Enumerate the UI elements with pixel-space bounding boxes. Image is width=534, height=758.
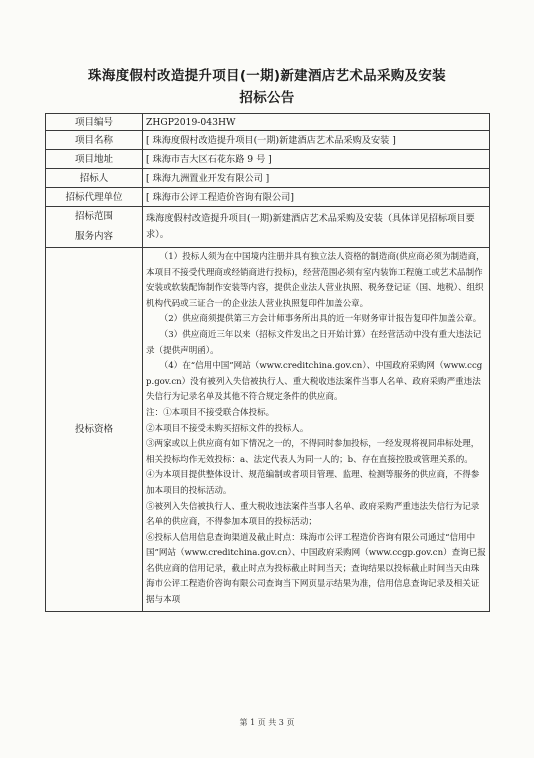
label-project-address: 项目地址 — [46, 150, 143, 169]
row-project-name — [46, 131, 490, 150]
document-title: 珠海度假村改造提升项目(一期)新建酒店艺术品采购及安装 — [88, 68, 446, 84]
qualification-note: 注：①本项目不接受联合体投标。 — [146, 407, 275, 418]
row-scope — [46, 207, 490, 248]
label-scope — [46, 207, 143, 248]
label-project-name: 项目名称 — [46, 131, 143, 150]
qualification-item: （3）供应商近三年以来（招标文件发出之日开始计算）在经营活动中没有重大违法记录（提供声明函）。 — [146, 329, 482, 356]
document-subtitle: 招标公告 — [239, 90, 295, 106]
label-scope-line2: 服务内容 — [74, 231, 113, 242]
qualification-note: ③两家或以上供应商有如下情况之一的，不得同时参加投标，一经发现将视同串标处理，相关投标均作无效投标：a、法定代表人为同一人的；b、存在直接控股或管理关系的。 — [146, 439, 480, 465]
label-tenderer: 招标人 — [46, 169, 143, 188]
qualification-item: （4）在“信用中国”网站（www.creditchina.gov.cn）、中国政府采购网（www.ccgp.gov.cn）没有被列入失信被执行人、重大税收违法案件当事人名单、政府采购严重违法失信行为记录名单及其他不符合规定条件的供应商。 — [146, 361, 483, 403]
value-project-name: [ 珠海度假村改造提升项目(一期)新建酒店艺术品采购及安装 ] — [143, 131, 490, 150]
qualification-item: （2）供应商须提供第三方会计师事务所出具的近一年财务审计报告复印件加盖公章。 — [159, 314, 482, 325]
value-tenderer: [ 珠海九洲置业开发有限公司 ] — [143, 169, 490, 188]
row-agency — [46, 188, 490, 207]
qualification-note: ⑥投标人信用信息查询渠道及截止时点：珠海市公评工程造价咨询有限公司通过“信用中国”网站（www.creditchina.gov.cn）、中国政府采购网（www.ccgp.gov.cn）查询已报名供应商的信用记录，截止时点为投标截止时间当天；查询结果以投标截止时间当天由珠海市公评工程造价咨询有限公司查询当下网页显示结果为准，信用信息查询记录及相关证据与本项 — [146, 532, 486, 606]
label-qualifications: 投标资格 — [46, 248, 143, 612]
announcement-table — [45, 113, 490, 612]
label-scope-line1: 招标范围 — [74, 211, 113, 222]
row-tenderer — [46, 169, 490, 188]
qualification-note: ②本项目不接受未购买招标文件的投标人。 — [146, 423, 309, 434]
qualification-note: ⑤被列入失信被执行人、重大税收违法案件当事人名单、政府采购严重违法失信行为记录名单的供应商，不得参加本项目的投标活动； — [146, 501, 480, 528]
value-scope: 珠海度假村改造提升项目(一期)新建酒店艺术品采购及安装（具体详见招标项目要求）。 — [143, 207, 490, 248]
row-project-address — [46, 150, 490, 169]
row-qualifications — [46, 248, 490, 612]
label-agency: 招标代理单位 — [46, 188, 143, 207]
value-project-address: [ 珠海市吉大区石花东路 9 号 ] — [143, 150, 490, 169]
row-project-code — [46, 114, 490, 131]
label-project-code: 项目编号 — [46, 114, 143, 131]
qualification-item: （1）投标人须为在中国境内注册并具有独立法人资格的制造商(供应商必须为制造商，本项目不接受代理商或经销商进行投标)，经营范围必须有室内装饰工程施工或艺术品制作安装或软装配饰制作安装等内容，提供企业法人营业执照、税务登记证（国、地税）、组织机构代码或三证合一的企业法人营业执照复印件加盖公章。 — [146, 252, 485, 309]
value-project-code: ZHGP2019-043HW — [143, 114, 490, 131]
value-agency: [ 珠海市公评工程造价咨询有限公司] — [143, 188, 490, 207]
value-qualifications — [143, 248, 490, 612]
page-number: 第 1 页 共 3 页 — [239, 718, 295, 727]
qualification-note: ④为本项目提供整体设计、规范编制或者项目管理、监理、检测等服务的供应商，不得参加本项目的投标活动。 — [146, 470, 480, 496]
